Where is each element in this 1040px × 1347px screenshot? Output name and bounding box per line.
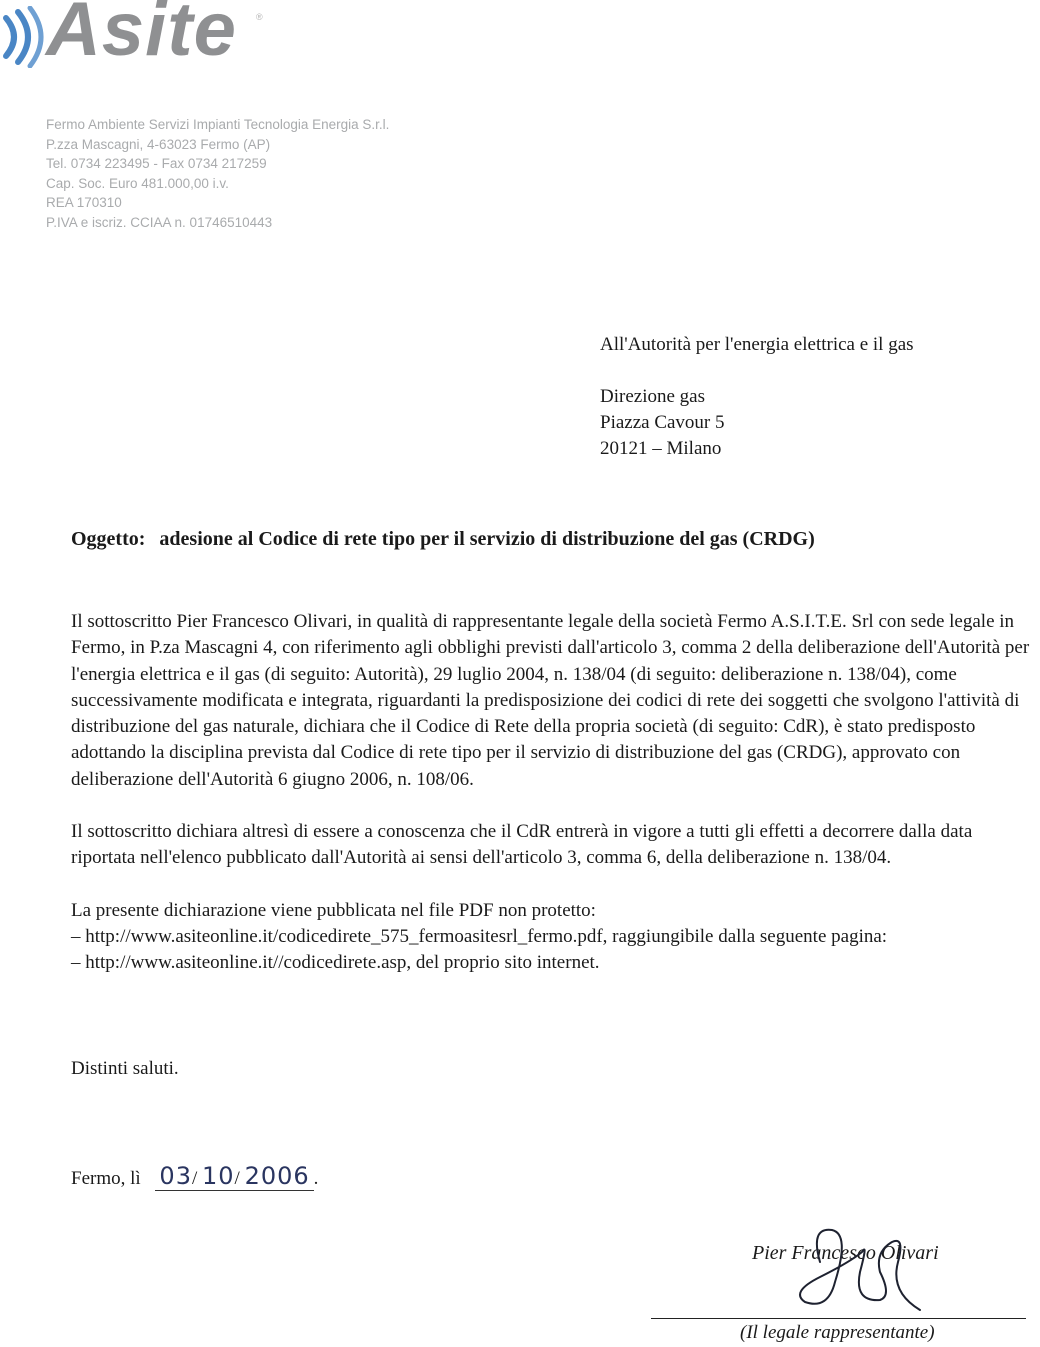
date-end: . — [313, 1168, 319, 1189]
signer-name: Pier Francesco Olivari — [752, 1242, 939, 1264]
list-item: – http://www.asiteonline.it/codicedirete_575_fermoasitesrl_fermo.pdf, raggiungibile dalla seguente pagina: — [71, 925, 888, 947]
recipient-line: 20121 – Milano — [600, 438, 722, 459]
company-details — [46, 115, 389, 233]
letter-body — [71, 609, 1039, 977]
recipient-line: Direzione gas — [600, 386, 705, 407]
date-separator: / — [191, 1168, 198, 1189]
company-vat: P.IVA e iscriz. CCIAA n. 01746510443 — [46, 214, 273, 230]
body-paragraph: Il sottoscritto dichiara altresì di essere a conoscenza che il CdR entrerà in vigore a tutti gli effetti a decorrere dalla data riportata nell'elenco pubblicato dall'Autorità ai sensi dell'articolo 3, comma 6, della deliberazione n. 138/04. — [71, 821, 973, 869]
date-separator: / — [234, 1168, 240, 1189]
date-day: 03 — [159, 1162, 192, 1190]
recipient-line: Piazza Cavour 5 — [600, 412, 725, 433]
date-month: 10 — [202, 1162, 235, 1190]
company-logo-text: Asite — [46, 0, 237, 72]
body-paragraph: La presente dichiarazione viene pubblicata nel file PDF non protetto: — [71, 899, 596, 921]
list-item: – http://www.asiteonline.it//codicedirete.asp, del proprio sito internet. — [71, 952, 600, 974]
company-capital: Cap. Soc. Euro 481.000,00 i.v. — [46, 175, 229, 191]
company-rea: REA 170310 — [46, 195, 122, 211]
date-line — [71, 1162, 318, 1191]
company-name: Fermo Ambiente Servizi Impianti Tecnologia Energia S.r.l. — [46, 117, 390, 132]
asite-wave-logo-icon — [0, 6, 46, 68]
company-phone: Tel. 0734 223495 - Fax 0734 217259 — [46, 156, 267, 172]
signature-line — [651, 1318, 1026, 1319]
body-paragraph: Il sottoscritto Pier Francesco Olivari, in qualità di rappresentante legale della società Fermo A.S.I.T.E. Srl con sede legale in Fermo, in P.za Mascagni 4, con riferimento agli obblighi previsti dall'articolo 3, comma 2 della deliberazione dell'Autorità per l'energia elettrica e il gas (di seguito: Autorità), 29 luglio 2004, n. 138/04 (di seguito: deliberazione n. 138/04), come successivamente modificata e integrata, riguardanti la predisposizione dei codici di rete dei soggetti che svolgono l'attività di distribuzione del gas naturale, dichiara che il Codice di Rete della propria società (di seguito: CdR), è stato predisposto adottando la disciplina prevista dal Codice di rete tipo per il servizio di distribuzione del gas (CRDG), approvato con deliberazione dell'Autorità 6 giugno 2006, n. 108/06. — [71, 611, 1030, 790]
date-place: Fermo, lì — [71, 1168, 141, 1189]
recipient-block — [600, 332, 914, 462]
closing-salutation: Distinti saluti. — [71, 1058, 179, 1079]
signer-role: (Il legale rappresentante) — [740, 1322, 935, 1343]
date-year: 2006 — [244, 1162, 310, 1190]
recipient-line: All'Autorità per l'energia elettrica e il gas — [600, 334, 914, 355]
subject-text: adesione al Codice di rete tipo per il servizio di distribuzione del gas (CRDG) — [159, 528, 815, 550]
registered-mark: ® — [256, 12, 263, 22]
handwritten-signature — [780, 1222, 930, 1322]
company-address: P.zza Mascagni, 4-63023 Fermo (AP) — [46, 136, 271, 152]
subject-line — [71, 528, 815, 551]
subject-label: Oggetto: — [71, 528, 146, 550]
